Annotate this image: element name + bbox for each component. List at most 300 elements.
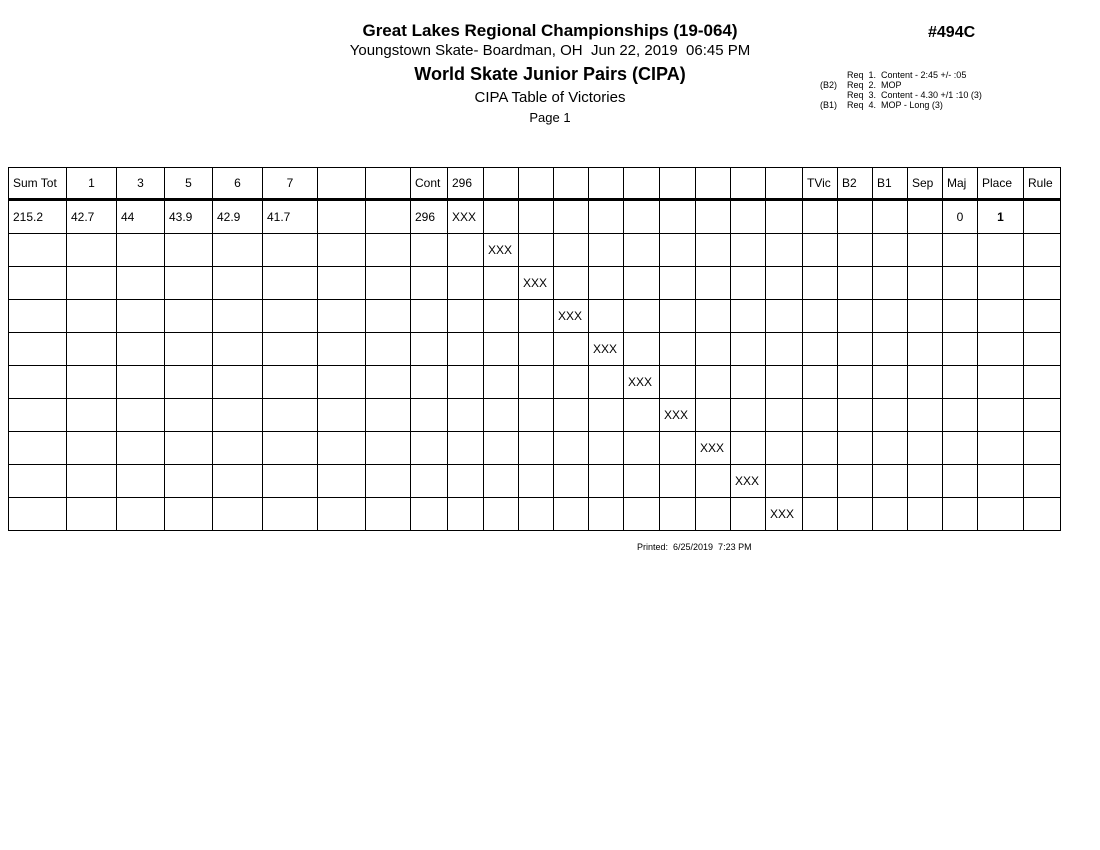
table-cell: XXX <box>519 267 554 300</box>
requirement-line <box>820 90 982 100</box>
table-cell <box>696 200 731 234</box>
table-cell <box>411 366 448 399</box>
victories-table <box>8 167 1061 531</box>
table-cell <box>1024 200 1061 234</box>
table-cell <box>213 465 263 498</box>
table-cell <box>1024 498 1061 531</box>
table-cell <box>943 333 978 366</box>
table-cell <box>117 432 165 465</box>
table-cell <box>448 300 484 333</box>
table-cell <box>838 498 873 531</box>
table-cell <box>943 432 978 465</box>
table-cell <box>696 333 731 366</box>
table-cell <box>873 200 908 234</box>
table-cell <box>978 465 1024 498</box>
table-cell <box>554 498 589 531</box>
table-cell <box>696 267 731 300</box>
venue-date-line: Youngstown Skate- Boardman, OH Jun 22, 2019 06:45 PM <box>349 42 751 59</box>
table-cell <box>67 366 117 399</box>
table-cell <box>803 465 838 498</box>
table-cell <box>448 234 484 267</box>
column-header <box>318 168 366 200</box>
table-cell <box>696 234 731 267</box>
column-header: Place <box>978 168 1024 200</box>
table-cell <box>838 366 873 399</box>
table-cell: 0 <box>943 200 978 234</box>
table-cell <box>67 498 117 531</box>
table-cell <box>589 498 624 531</box>
table-cell <box>519 333 554 366</box>
table-cell <box>1024 432 1061 465</box>
table-cell <box>67 432 117 465</box>
table-cell <box>448 366 484 399</box>
victories-table-header <box>9 168 1061 200</box>
table-cell <box>660 366 696 399</box>
table-cell <box>67 465 117 498</box>
table-cell <box>1024 267 1061 300</box>
table-cell <box>943 234 978 267</box>
table-cell <box>873 498 908 531</box>
table-cell <box>9 465 67 498</box>
entry-number: #494C <box>928 24 976 41</box>
table-cell: 296 <box>411 200 448 234</box>
table-cell <box>67 267 117 300</box>
table-cell <box>873 465 908 498</box>
table-cell <box>263 498 318 531</box>
table-cell <box>838 200 873 234</box>
requirement-text: Req 3. Content - 4.30 +/1 :10 (3) <box>847 90 982 100</box>
table-cell <box>978 432 1024 465</box>
table-cell <box>943 366 978 399</box>
table-cell: XXX <box>660 399 696 432</box>
table-cell <box>803 498 838 531</box>
table-cell <box>696 465 731 498</box>
requirements-block <box>820 70 982 110</box>
column-header <box>484 168 519 200</box>
table-cell <box>908 498 943 531</box>
table-cell <box>519 498 554 531</box>
table-cell <box>731 366 766 399</box>
header-row <box>9 168 1061 200</box>
table-cell <box>554 399 589 432</box>
table-cell <box>165 399 213 432</box>
column-header <box>731 168 766 200</box>
table-cell <box>660 432 696 465</box>
table-cell <box>263 432 318 465</box>
table-cell <box>978 300 1024 333</box>
table-cell: XXX <box>766 498 803 531</box>
table-row <box>9 333 1061 366</box>
table-cell: XXX <box>731 465 766 498</box>
table-cell <box>803 300 838 333</box>
table-cell <box>213 333 263 366</box>
table-cell <box>263 465 318 498</box>
page-number: Page 1 <box>529 110 571 125</box>
table-cell <box>318 399 366 432</box>
table-cell <box>165 234 213 267</box>
table-cell <box>554 465 589 498</box>
table-cell <box>484 200 519 234</box>
table-cell <box>838 300 873 333</box>
table-cell <box>1024 234 1061 267</box>
table-cell <box>978 267 1024 300</box>
table-cell <box>263 333 318 366</box>
table-cell <box>803 432 838 465</box>
table-cell <box>873 234 908 267</box>
table-cell <box>165 498 213 531</box>
table-cell <box>908 465 943 498</box>
table-cell <box>117 234 165 267</box>
report-subtitle: CIPA Table of Victories <box>474 89 626 106</box>
table-cell <box>448 399 484 432</box>
table-cell <box>803 333 838 366</box>
table-cell <box>660 465 696 498</box>
table-cell <box>213 267 263 300</box>
table-cell <box>9 267 67 300</box>
table-cell <box>943 267 978 300</box>
table-cell <box>1024 399 1061 432</box>
table-cell <box>589 300 624 333</box>
table-cell <box>1024 333 1061 366</box>
table-cell <box>366 399 411 432</box>
table-cell <box>696 498 731 531</box>
table-cell <box>589 200 624 234</box>
table-cell <box>117 498 165 531</box>
table-cell <box>731 267 766 300</box>
table-cell <box>660 200 696 234</box>
table-cell <box>554 234 589 267</box>
table-cell <box>9 399 67 432</box>
requirement-text: Req 2. MOP <box>847 80 902 90</box>
column-header <box>589 168 624 200</box>
table-cell <box>448 498 484 531</box>
table-cell <box>318 498 366 531</box>
table-cell <box>366 366 411 399</box>
table-cell <box>165 432 213 465</box>
table-cell <box>766 465 803 498</box>
table-cell <box>318 432 366 465</box>
event-title: World Skate Junior Pairs (CIPA) <box>414 64 686 84</box>
column-header <box>554 168 589 200</box>
table-cell <box>213 432 263 465</box>
table-cell <box>213 498 263 531</box>
table-cell <box>117 366 165 399</box>
table-cell <box>803 234 838 267</box>
table-cell <box>696 399 731 432</box>
table-cell <box>67 399 117 432</box>
requirement-line <box>820 80 982 90</box>
column-header <box>366 168 411 200</box>
table-cell <box>943 498 978 531</box>
table-cell <box>589 366 624 399</box>
table-cell <box>803 200 838 234</box>
table-cell <box>696 300 731 333</box>
table-cell <box>263 366 318 399</box>
table-cell <box>263 267 318 300</box>
table-cell <box>766 333 803 366</box>
table-cell <box>1024 366 1061 399</box>
table-cell <box>448 267 484 300</box>
table-row <box>9 465 1061 498</box>
table-cell <box>411 498 448 531</box>
table-cell <box>838 234 873 267</box>
table-cell <box>1024 300 1061 333</box>
table-cell <box>589 267 624 300</box>
table-cell <box>731 234 766 267</box>
table-cell <box>263 399 318 432</box>
table-cell <box>9 234 67 267</box>
requirement-prefix: (B2) <box>820 80 838 90</box>
table-cell <box>624 300 660 333</box>
table-cell <box>448 465 484 498</box>
table-cell <box>67 300 117 333</box>
table-cell: XXX <box>448 200 484 234</box>
table-cell <box>731 200 766 234</box>
column-header: B2 <box>838 168 873 200</box>
table-cell <box>589 432 624 465</box>
table-cell <box>366 267 411 300</box>
table-cell <box>411 234 448 267</box>
table-cell <box>484 333 519 366</box>
table-cell <box>117 333 165 366</box>
table-cell <box>366 234 411 267</box>
table-cell <box>766 200 803 234</box>
table-cell <box>165 366 213 399</box>
table-cell <box>908 300 943 333</box>
table-cell <box>318 333 366 366</box>
table-cell <box>978 399 1024 432</box>
table-cell <box>318 234 366 267</box>
table-cell <box>67 333 117 366</box>
table-cell <box>411 300 448 333</box>
column-header <box>696 168 731 200</box>
table-cell <box>731 498 766 531</box>
competition-title: Great Lakes Regional Championships (19-064) <box>362 21 738 40</box>
table-cell <box>213 300 263 333</box>
table-cell <box>519 300 554 333</box>
table-cell <box>766 267 803 300</box>
table-cell <box>213 399 263 432</box>
table-cell <box>624 200 660 234</box>
table-cell <box>908 234 943 267</box>
table-cell <box>660 498 696 531</box>
table-cell <box>117 300 165 333</box>
table-row <box>9 432 1061 465</box>
requirement-line <box>820 70 982 80</box>
table-cell <box>978 366 1024 399</box>
column-header <box>624 168 660 200</box>
table-cell: XXX <box>589 333 624 366</box>
table-cell <box>624 267 660 300</box>
table-cell <box>519 465 554 498</box>
table-cell <box>411 333 448 366</box>
table-cell <box>660 333 696 366</box>
table-cell <box>213 366 263 399</box>
column-header: Maj <box>943 168 978 200</box>
table-cell <box>908 267 943 300</box>
table-cell <box>908 399 943 432</box>
table-cell: XXX <box>624 366 660 399</box>
table-cell <box>908 366 943 399</box>
table-cell <box>9 300 67 333</box>
table-cell <box>554 200 589 234</box>
table-cell <box>165 465 213 498</box>
table-cell <box>9 366 67 399</box>
table-cell <box>318 267 366 300</box>
table-cell <box>554 333 589 366</box>
table-cell <box>263 234 318 267</box>
table-cell: 42.7 <box>67 200 117 234</box>
table-cell <box>554 366 589 399</box>
table-cell <box>803 267 838 300</box>
table-cell <box>624 234 660 267</box>
table-cell <box>448 333 484 366</box>
table-cell <box>589 399 624 432</box>
table-cell <box>366 300 411 333</box>
table-cell: 42.9 <box>213 200 263 234</box>
table-cell <box>731 333 766 366</box>
table-cell <box>366 333 411 366</box>
table-cell <box>484 399 519 432</box>
table-cell <box>484 498 519 531</box>
table-cell <box>731 300 766 333</box>
column-header: TVic <box>803 168 838 200</box>
table-cell <box>448 432 484 465</box>
column-header <box>519 168 554 200</box>
table-cell <box>67 234 117 267</box>
table-cell <box>873 432 908 465</box>
table-cell <box>978 234 1024 267</box>
table-cell <box>660 300 696 333</box>
table-cell <box>318 465 366 498</box>
table-cell <box>978 498 1024 531</box>
table-cell <box>766 432 803 465</box>
table-row <box>9 200 1061 234</box>
requirement-prefix: (B1) <box>820 100 838 110</box>
table-cell <box>589 234 624 267</box>
table-cell <box>484 432 519 465</box>
table-cell <box>484 300 519 333</box>
table-cell <box>766 234 803 267</box>
table-cell <box>165 333 213 366</box>
table-cell <box>9 498 67 531</box>
table-cell: XXX <box>554 300 589 333</box>
table-cell <box>838 432 873 465</box>
table-cell <box>519 234 554 267</box>
table-cell <box>978 333 1024 366</box>
table-cell: 41.7 <box>263 200 318 234</box>
table-cell <box>873 300 908 333</box>
table-cell <box>519 399 554 432</box>
column-header <box>766 168 803 200</box>
table-cell <box>318 300 366 333</box>
table-cell: XXX <box>484 234 519 267</box>
table-row <box>9 498 1061 531</box>
table-row <box>9 234 1061 267</box>
table-cell <box>411 399 448 432</box>
table-cell <box>660 234 696 267</box>
table-cell <box>838 267 873 300</box>
column-header: 296 <box>448 168 484 200</box>
requirement-text: Req 1. Content - 2:45 +/- :05 <box>847 70 967 80</box>
table-cell: 1 <box>978 200 1024 234</box>
table-cell <box>9 333 67 366</box>
table-cell <box>554 432 589 465</box>
table-cell <box>411 267 448 300</box>
table-cell <box>838 399 873 432</box>
table-cell: 44 <box>117 200 165 234</box>
requirement-line <box>820 100 982 110</box>
table-cell <box>873 333 908 366</box>
table-cell <box>803 366 838 399</box>
table-cell <box>624 432 660 465</box>
table-cell <box>519 366 554 399</box>
table-cell <box>519 432 554 465</box>
requirement-prefix <box>820 90 847 100</box>
table-cell <box>624 465 660 498</box>
table-cell <box>943 399 978 432</box>
table-cell <box>766 399 803 432</box>
table-cell <box>908 432 943 465</box>
column-header: 5 <box>165 168 213 200</box>
table-cell <box>366 200 411 234</box>
table-cell <box>838 333 873 366</box>
table-cell <box>411 465 448 498</box>
printed-timestamp: Printed: 6/25/2019 7:23 PM <box>637 542 752 552</box>
table-cell <box>660 267 696 300</box>
table-cell <box>263 300 318 333</box>
table-cell <box>838 465 873 498</box>
column-header <box>660 168 696 200</box>
column-header: Rule <box>1024 168 1061 200</box>
table-cell <box>318 200 366 234</box>
table-cell: 43.9 <box>165 200 213 234</box>
table-cell <box>731 399 766 432</box>
table-row <box>9 366 1061 399</box>
column-header: B1 <box>873 168 908 200</box>
table-cell <box>1024 465 1061 498</box>
table-cell <box>624 498 660 531</box>
table-cell <box>589 465 624 498</box>
table-cell <box>873 366 908 399</box>
column-header: 7 <box>263 168 318 200</box>
table-cell: 215.2 <box>9 200 67 234</box>
column-header: Sep <box>908 168 943 200</box>
table-cell <box>366 465 411 498</box>
table-cell <box>696 366 731 399</box>
table-cell <box>908 333 943 366</box>
column-header: 3 <box>117 168 165 200</box>
table-cell <box>873 399 908 432</box>
table-cell <box>366 498 411 531</box>
table-row <box>9 300 1061 333</box>
table-cell <box>803 399 838 432</box>
column-header: Cont <box>411 168 448 200</box>
table-cell <box>484 267 519 300</box>
table-cell <box>165 300 213 333</box>
victories-table-body <box>9 200 1061 531</box>
table-cell <box>117 399 165 432</box>
table-cell <box>165 267 213 300</box>
column-header: Sum Tot <box>9 168 67 200</box>
table-cell <box>117 465 165 498</box>
requirement-prefix <box>820 70 847 80</box>
table-row <box>9 267 1061 300</box>
table-cell <box>943 300 978 333</box>
requirement-text: Req 4. MOP - Long (3) <box>847 100 943 110</box>
table-cell <box>366 432 411 465</box>
table-cell <box>9 432 67 465</box>
